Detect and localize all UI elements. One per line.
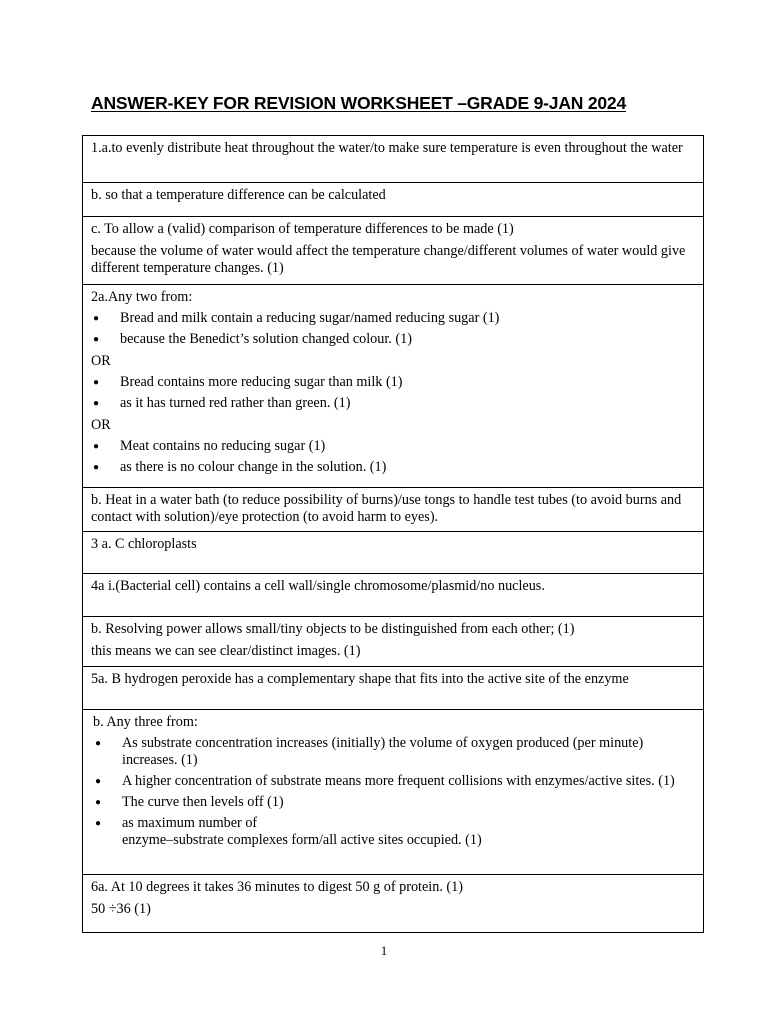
answer-row-1a bbox=[83, 136, 703, 182]
answer-text: 6a. At 10 degrees it takes 36 minutes to digest 50 g of protein. (1) bbox=[91, 879, 463, 895]
answer-text: this means we can see clear/distinct images. (1) bbox=[91, 643, 361, 659]
bullet-list bbox=[93, 735, 695, 849]
answer-row-4b bbox=[83, 616, 703, 666]
bullet-item-continuation: enzyme–substrate complexes form/all active sites occupied. (1) bbox=[122, 832, 482, 848]
answer-row-3a bbox=[83, 531, 703, 573]
bullet-item: ● Bread contains more reducing sugar than milk (1) bbox=[91, 374, 695, 391]
answer-text: b. so that a temperature difference can be calculated bbox=[91, 187, 386, 203]
bullet-item: ● as there is no colour change in the solution. (1) bbox=[91, 459, 695, 476]
answer-row-2a bbox=[83, 284, 703, 487]
answer-row-2b bbox=[83, 487, 703, 531]
answer-text: 50 ÷36 (1) bbox=[91, 901, 151, 917]
bullet-item: ● A higher concentration of substrate means more frequent collisions with enzymes/active sites. (1) bbox=[93, 773, 695, 790]
bullet-item: ● The curve then levels off (1) bbox=[93, 794, 695, 811]
bullet-list bbox=[91, 438, 695, 476]
answer-row-1c bbox=[83, 216, 703, 284]
bullet-item bbox=[93, 815, 695, 849]
bullet-item: ● As substrate concentration increases (initially) the volume of oxygen produced (per minute) increases. (1) bbox=[93, 735, 695, 769]
answer-text: 3 a. C chloroplasts bbox=[91, 536, 197, 552]
bullet-item: ● Meat contains no reducing sugar (1) bbox=[91, 438, 695, 455]
answer-intro: 2a.Any two from: bbox=[91, 289, 193, 305]
answer-key-table bbox=[82, 135, 704, 933]
answer-row-4a bbox=[83, 573, 703, 616]
answer-text: 1.a.to evenly distribute heat throughout the water/to make sure temperature is even throughout the water bbox=[91, 140, 683, 156]
bullet-list bbox=[91, 374, 695, 412]
page-title: ANSWER-KEY FOR REVISION WORKSHEET –GRADE 9-JAN 2024 bbox=[91, 93, 626, 113]
answer-row-6a bbox=[83, 874, 703, 932]
answer-text: 4a i.(Bacterial cell) contains a cell wall/single chromosome/plasmid/no nucleus. bbox=[91, 578, 545, 594]
bullet-list bbox=[91, 310, 695, 348]
answer-text: 5a. B hydrogen peroxide has a complementary shape that fits into the active site of the enzyme bbox=[91, 671, 629, 687]
answer-row-5b bbox=[83, 709, 703, 874]
bullet-item: ● because the Benedict’s solution changed colour. (1) bbox=[91, 331, 695, 348]
answer-text: b. Resolving power allows small/tiny objects to be distinguished from each other; (1) bbox=[91, 621, 575, 637]
answer-intro: b. Any three from: bbox=[93, 714, 198, 730]
or-separator: OR bbox=[91, 353, 111, 369]
answer-text: b. Heat in a water bath (to reduce possibility of burns)/use tongs to handle test tubes (to avoid burns and contact with solution)/eye protection (to avoid harm to eyes). bbox=[91, 492, 682, 525]
answer-row-5a bbox=[83, 666, 703, 709]
page-number: 1 bbox=[380, 943, 388, 958]
answer-row-1b bbox=[83, 182, 703, 216]
bullet-item-text: as maximum number of bbox=[122, 815, 258, 831]
bullet-item: ● as it has turned red rather than green. (1) bbox=[91, 395, 695, 412]
answer-text: because the volume of water would affect the temperature change/different volumes of water would give different temperature changes. (1) bbox=[91, 243, 686, 276]
or-separator: OR bbox=[91, 417, 111, 433]
bullet-item: ● Bread and milk contain a reducing sugar/named reducing sugar (1) bbox=[91, 310, 695, 327]
answer-text: c. To allow a (valid) comparison of temperature differences to be made (1) bbox=[91, 221, 514, 237]
